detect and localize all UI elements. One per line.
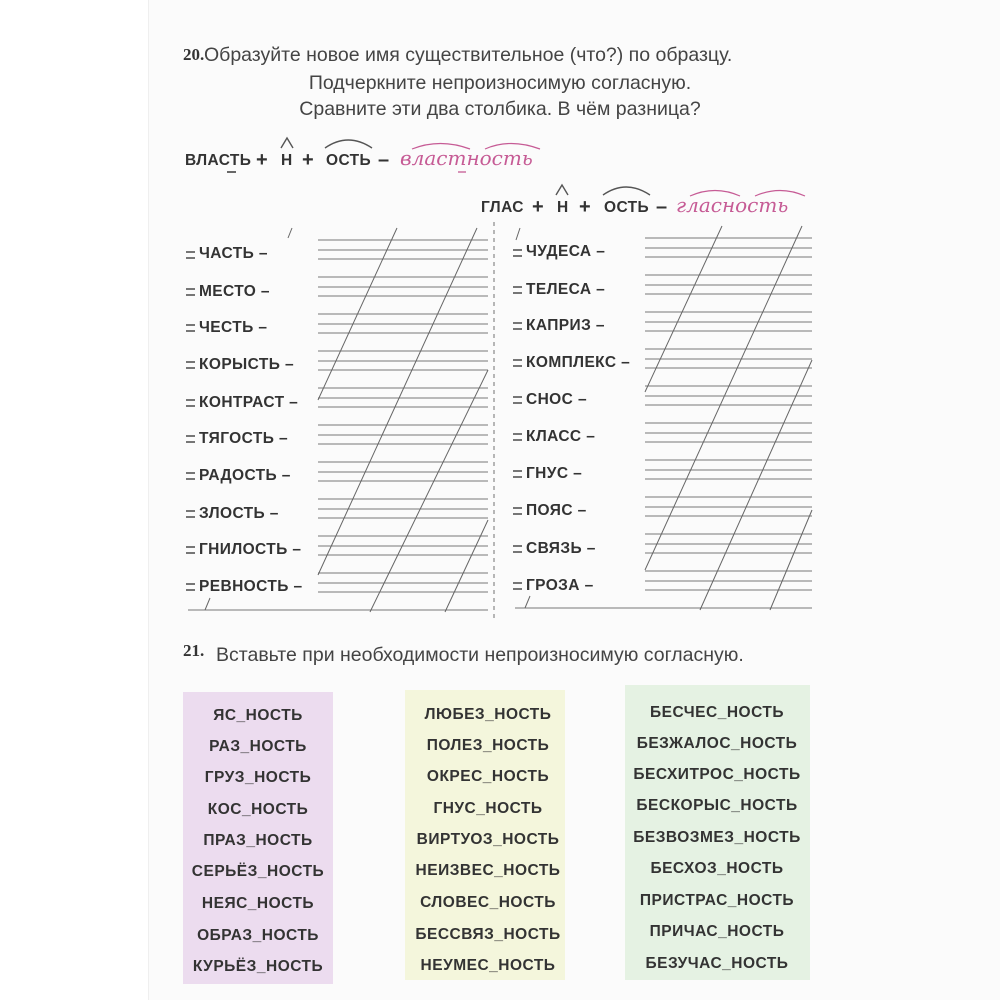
root-hat-mark — [281, 138, 293, 148]
example2-suffix-n: Н — [557, 199, 569, 216]
suffix-arc-mark — [603, 187, 650, 195]
left-word: КОРЫСТЬ – — [199, 356, 294, 373]
example2-plus1: + — [532, 196, 544, 218]
left-word: РЕВНОСТЬ – — [199, 578, 303, 595]
fill-word: БЕСХОЗ_НОСТЬ — [650, 860, 784, 877]
example1-suffix-n: Н — [281, 152, 293, 169]
right-word: ГНУС – — [526, 465, 583, 482]
example1-answer: властность — [400, 146, 533, 170]
example1-plus2: + — [302, 149, 314, 171]
left-word: ЧАСТЬ – — [199, 245, 268, 262]
fill-word: ГНУС_НОСТЬ — [433, 800, 543, 817]
example1-suffix-ost: ОСТЬ — [326, 152, 372, 169]
fill-word: ОБРАЗ_НОСТЬ — [197, 927, 319, 944]
fill-word: ПРАЗ_НОСТЬ — [203, 832, 313, 849]
task20-number: 20. — [183, 45, 205, 64]
example2-suffix-ost: ОСТЬ — [604, 199, 650, 216]
right-word: КОМПЛЕКС – — [526, 354, 631, 371]
example2-root: ГЛАС — [481, 199, 524, 216]
fill-word: НЕЯС_НОСТЬ — [201, 895, 315, 912]
suffix-arc-mark — [325, 140, 372, 148]
fill-word: БЕСЧЕС_НОСТЬ — [650, 704, 784, 721]
fill-word: КУРЬЁЗ_НОСТЬ — [192, 958, 324, 975]
example1-plus1: + — [256, 149, 268, 171]
fill-word: СЛОВЕС_НОСТЬ — [420, 894, 556, 911]
left-word: ТЯГОСТЬ – — [199, 430, 288, 447]
fill-word: БЕССВЯЗ_НОСТЬ — [415, 926, 561, 943]
example2-answer: гласность — [676, 193, 789, 217]
right-word: КАПРИЗ – — [526, 317, 605, 334]
right-word: ЧУДЕСА – — [526, 243, 606, 260]
task20-instruction-line1: Образуйте новое имя существительное (что?) по образцу. — [204, 44, 733, 66]
fill-word: БЕСКОРЫС_НОСТЬ — [636, 797, 798, 814]
fill-word: ВИРТУОЗ_НОСТЬ — [416, 831, 560, 848]
fill-word: ОКРЕС_НОСТЬ — [426, 768, 550, 785]
right-word: ГРОЗА – — [526, 577, 594, 594]
right-word: СВЯЗЬ – — [526, 540, 596, 557]
fill-word: БЕЗУЧАС_НОСТЬ — [645, 955, 789, 972]
fill-word: НЕИЗВЕС_НОСТЬ — [415, 862, 561, 879]
task21-number: 21. — [183, 641, 205, 660]
fill-word: РАЗ_НОСТЬ — [209, 738, 307, 755]
right-word: СНОС – — [526, 391, 587, 408]
right-word: ТЕЛЕСА – — [526, 281, 606, 298]
fill-word: ПРИЧАС_НОСТЬ — [649, 923, 785, 940]
left-word: РАДОСТЬ – — [199, 467, 291, 484]
fill-word: КОС_НОСТЬ — [207, 801, 309, 818]
root-hat-mark — [556, 185, 568, 195]
fill-word: ЯС_НОСТЬ — [213, 707, 303, 724]
fill-word: ПОЛЕЗ_НОСТЬ — [426, 737, 550, 754]
fill-word: НЕУМЕС_НОСТЬ — [420, 957, 556, 974]
right-writing-lines — [515, 238, 812, 608]
fill-word: ПРИСТРАС_НОСТЬ — [639, 892, 795, 909]
left-writing-lines — [188, 240, 488, 610]
right-word: КЛАСС – — [526, 428, 596, 445]
left-word: ЧЕСТЬ – — [199, 319, 268, 336]
fill-word: ГРУЗ_НОСТЬ — [204, 769, 312, 786]
left-word: КОНТРАСТ – — [199, 394, 299, 411]
left-word: ГНИЛОСТЬ – — [199, 541, 302, 558]
left-word: ЗЛОСТЬ – — [199, 505, 279, 522]
right-word: ПОЯС – — [526, 502, 587, 519]
example2-plus2: + — [579, 196, 591, 218]
example1-root: ВЛАСТЬ — [185, 152, 252, 169]
example1-dash: – — [378, 149, 390, 171]
example2-dash: – — [656, 196, 668, 218]
task20-instruction-line3: Сравните эти два столбика. В чём разница? — [299, 98, 701, 120]
left-word: МЕСТО – — [199, 283, 270, 300]
fill-word: БЕЗЖАЛОС_НОСТЬ — [636, 735, 798, 752]
fill-word: ЛЮБЕЗ_НОСТЬ — [424, 706, 552, 723]
fill-word: БЕСХИТРОС_НОСТЬ — [633, 766, 801, 783]
fill-word: БЕЗВОЗМЕЗ_НОСТЬ — [633, 829, 801, 846]
fill-word: СЕРЬЁЗ_НОСТЬ — [191, 863, 325, 880]
task21-instruction: Вставьте при необходимости непроизносимую согласную. — [216, 644, 744, 666]
task20-instruction-line2: Подчеркните непроизносимую согласную. — [308, 72, 692, 94]
